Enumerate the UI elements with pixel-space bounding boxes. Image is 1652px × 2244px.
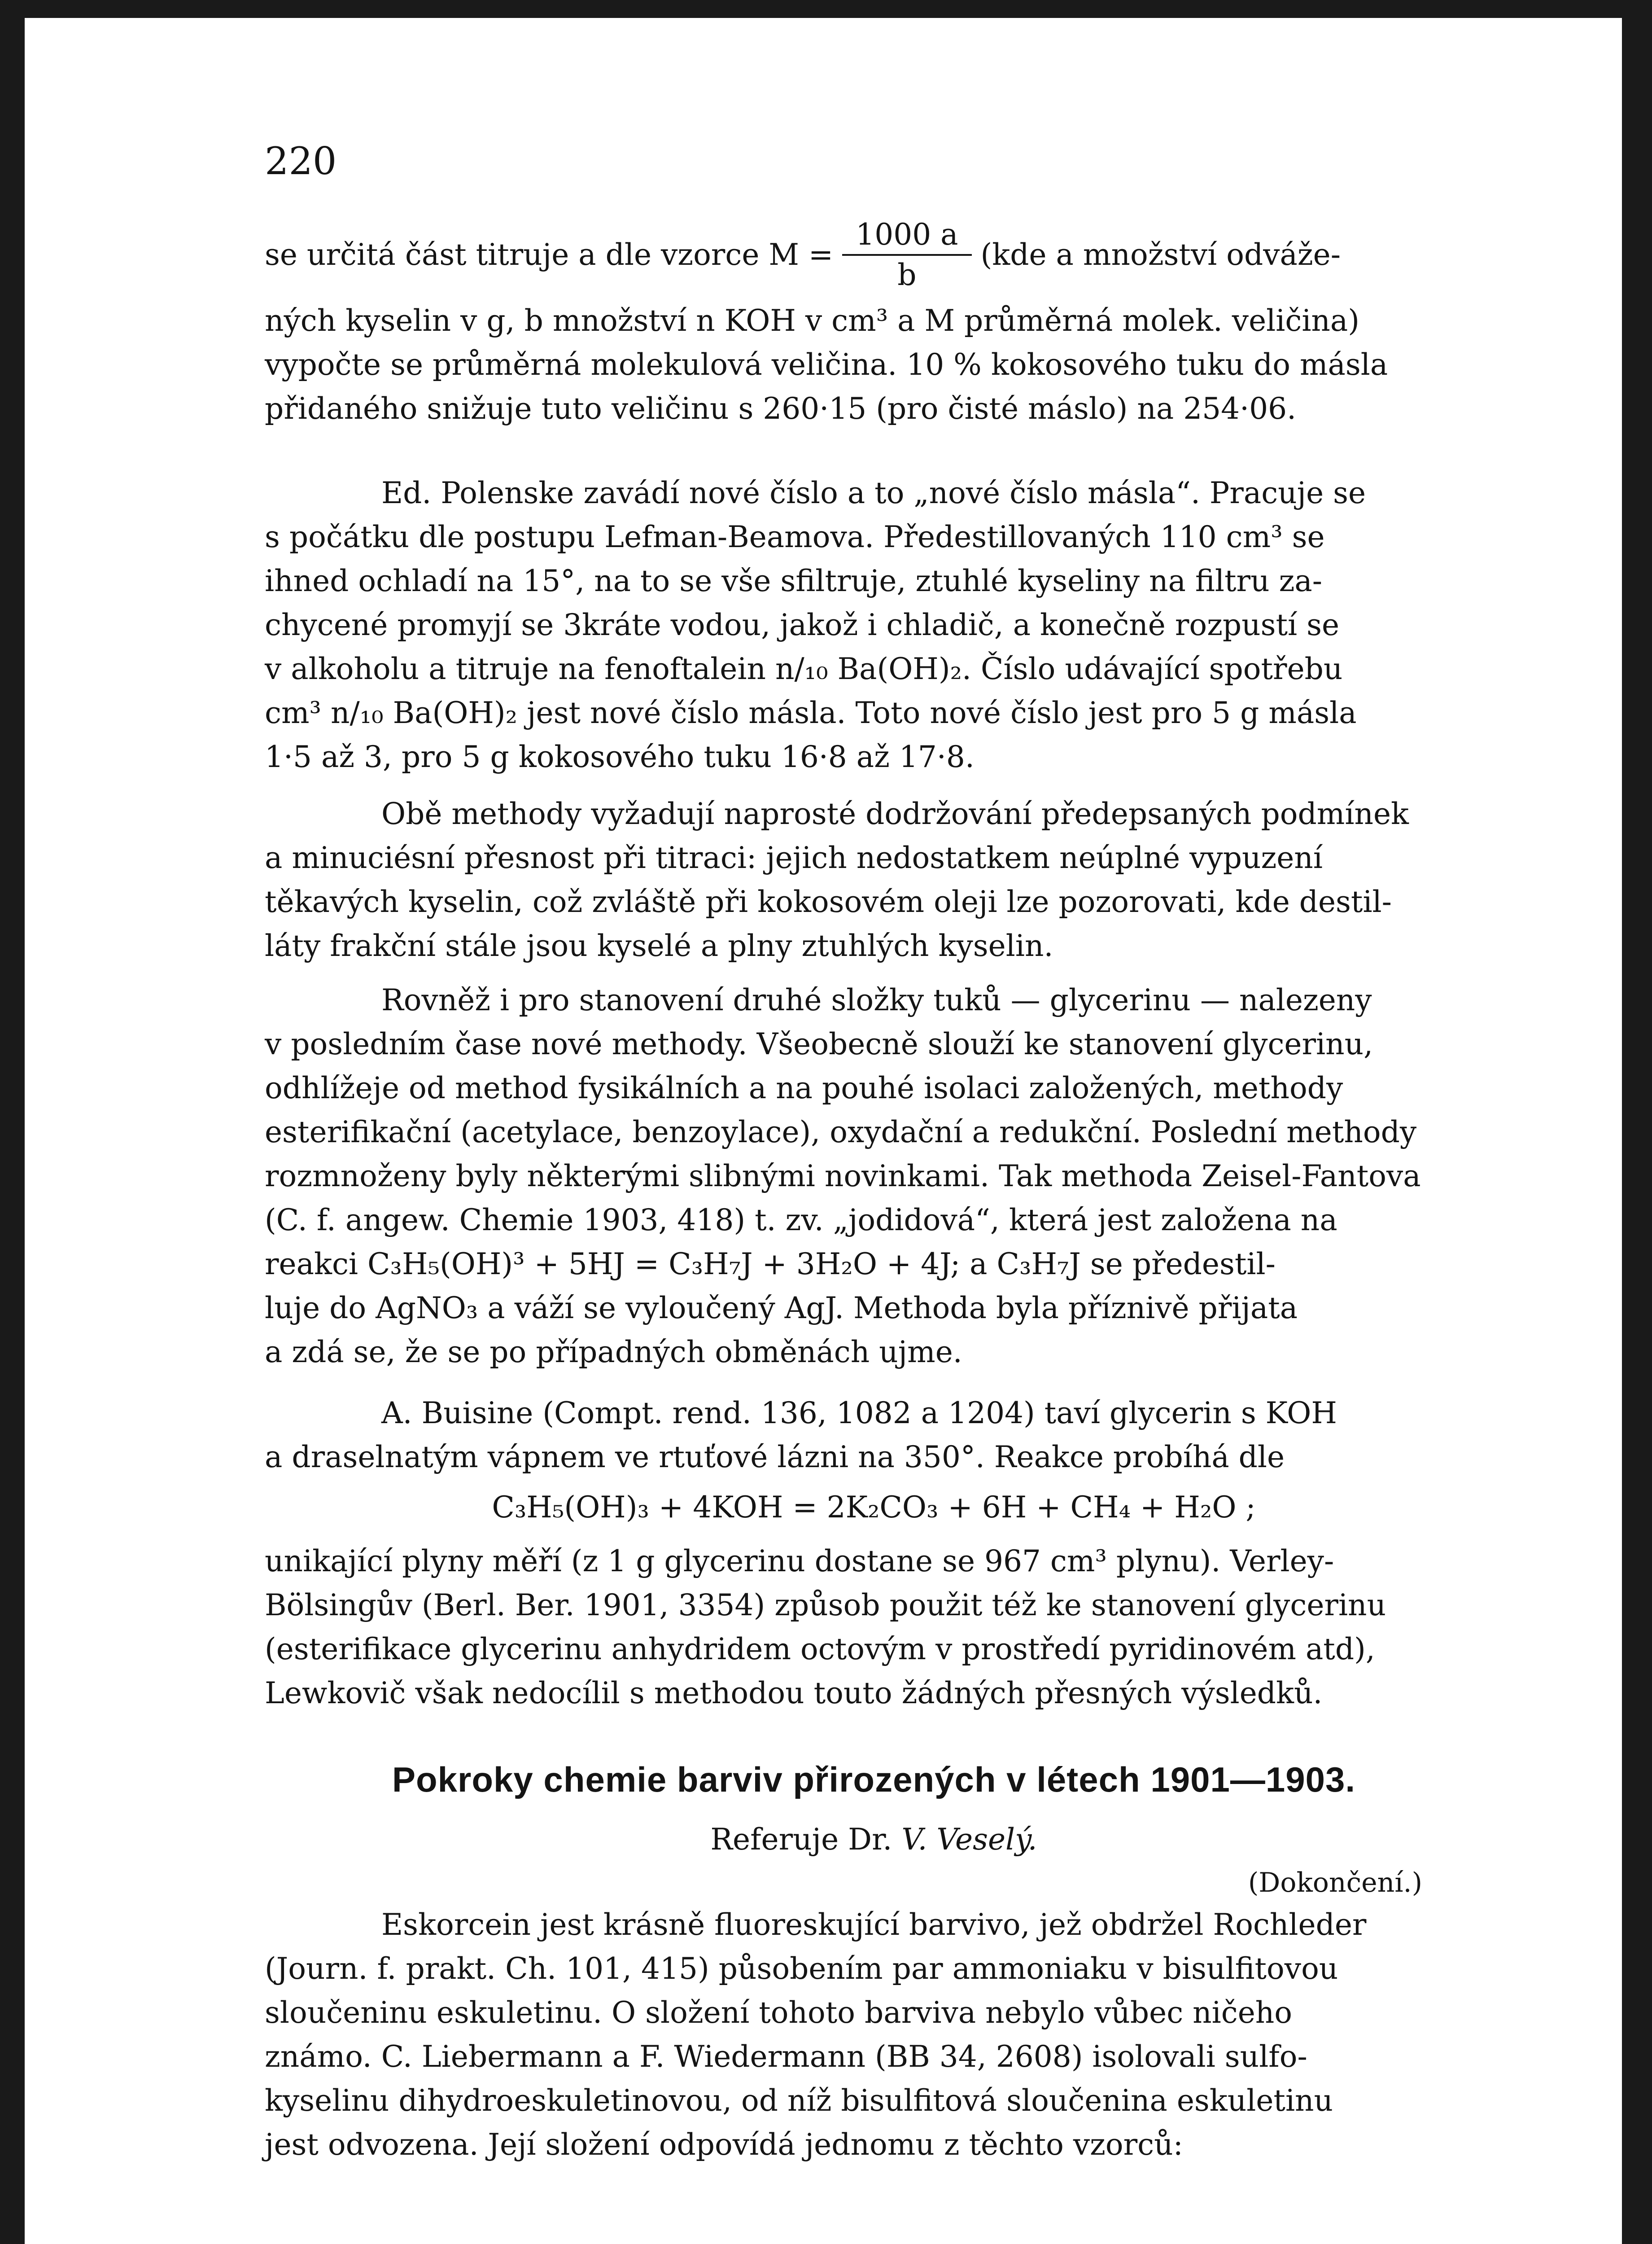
page-number: 220 xyxy=(265,139,337,183)
byline-prefix: Referuje Dr. xyxy=(710,1822,892,1857)
text-line: Bölsingův (Berl. Ber. 1901, 3354) způsob použit též ke stanovení glycerinu xyxy=(265,1588,1386,1622)
paragraph-gases xyxy=(265,1539,1483,1715)
text-line: těkavých kyselin, což zvláště při kokosovém oleji lze pozorovati, kde destil- xyxy=(265,885,1392,919)
formula-text-after: (kde a množství odváže- xyxy=(980,237,1341,272)
text-line: ných kyselin v g, b množství n KOH v cm³ a M průměrná molek. veličina) xyxy=(265,303,1360,338)
text-line: jest odvozena. Její složení odpovídá jednomu z těchto vzorců: xyxy=(265,2127,1183,2162)
text-line: 1·5 až 3, pro 5 g kokosového tuku 16·8 až 17·8. xyxy=(265,740,975,774)
paragraph-titration xyxy=(265,211,1483,431)
text-line: unikající plyny měří (z 1 g glycerinu dostane se 967 cm³ plynu). Verley- xyxy=(265,1544,1334,1578)
text-line: Eskorcein jest krásně fluoreskující barvivo, jež obdržel Rochleder xyxy=(381,1907,1367,1942)
text-line: odhlížeje od method fysikálních a na pouhé isolaci založených, methody xyxy=(265,1071,1343,1105)
text-line: cm³ n/₁₀ Ba(OH)₂ jest nové číslo másla. Toto nové číslo jest pro 5 g másla xyxy=(265,696,1357,730)
text-line: Obě methody vyžadují naprosté dodržování předepsaných podmínek xyxy=(381,797,1409,831)
text-line: vypočte se průměrná molekulová veličina. 10 % kokosového tuku do másla xyxy=(265,347,1388,382)
byline-author: V. Veselý. xyxy=(901,1822,1037,1857)
section-heading: Pokroky chemie barviv přirozených v létech 1901—1903. xyxy=(392,1760,1356,1799)
text-line: A. Buisine (Compt. rend. 136, 1082 a 1204) taví glycerin s KOH xyxy=(381,1396,1337,1430)
paragraph-glycerin xyxy=(265,978,1483,1374)
text-line: (esterifikace glycerinu anhydridem octovým v prostředí pyridinovém atd), xyxy=(265,1632,1375,1666)
text-line: (C. f. angew. Chemie 1903, 418) t. zv. „jodidová“, která jest založena na xyxy=(265,1203,1337,1237)
text-line: Ed. Polenske zavádí nové číslo a to „nové číslo másla“. Pracuje se xyxy=(381,476,1366,510)
paragraph-polenske xyxy=(265,471,1483,779)
paragraph-eskorcein xyxy=(265,1903,1483,2167)
text-line: esterifikační (acetylace, benzoylace), oxydační a redukční. Poslední methody xyxy=(265,1115,1417,1149)
text-line: a minuciésní přesnost při titraci: jejich nedostatkem neúplné vypuzení xyxy=(265,841,1323,875)
text-line: láty frakční stále jsou kyselé a plny ztuhlých kyselin. xyxy=(265,929,1053,963)
paragraph-buisine xyxy=(265,1391,1483,1479)
text-line: přidaného snižuje tuto veličinu s 260·15 (pro čisté máslo) na 254·06. xyxy=(265,391,1297,426)
formula-text-before: se určitá část titruje a dle vzorce M = xyxy=(265,237,834,272)
text-line: sloučeninu eskuletinu. O složení tohoto barviva nebylo vůbec ničeho xyxy=(265,1995,1293,2030)
fraction-denominator: b xyxy=(897,258,917,292)
text-line: ihned ochladí na 15°, na to se vše sfiltruje, ztuhlé kyseliny na filtru za- xyxy=(265,564,1323,598)
reaction-equation: C₃H₅(OH)₃ + 4KOH = 2K₂CO₃ + 6H + CH₄ + H₂O ; xyxy=(492,1490,1256,1525)
text-line: (Journ. f. prakt. Ch. 101, 415) působením par ammoniaku v bisulfitovou xyxy=(265,1951,1338,1986)
text-line: s počátku dle postupu Lefman-Beamova. Předestillovaných 110 cm³ se xyxy=(265,520,1325,554)
text-line: kyselinu dihydroeskuletinovou, od níž bisulfitová sloučenina eskuletinu xyxy=(265,2083,1333,2118)
document-page xyxy=(25,18,1622,2244)
text-line: rozmnoženy byly některými slibnými novinkami. Tak methoda Zeisel-Fantova xyxy=(265,1159,1421,1193)
text-line: reakci C₃H₅(OH)³ + 5HJ = C₃H₇J + 3H₂O + 4J; a C₃H₇J se předestil- xyxy=(265,1247,1276,1281)
text-line: Lewkovič však nedocílil s methodou touto žádných přesných výsledků. xyxy=(265,1676,1323,1710)
text-line: a draselnatým vápnem ve rtuťové lázni na 350°. Reakce probíhá dle xyxy=(265,1440,1285,1474)
formula-line xyxy=(265,211,1483,299)
paragraph-methods xyxy=(265,792,1483,968)
text-line: v posledním čase nové methody. Všeobecně slouží ke stanovení glycerinu, xyxy=(265,1027,1373,1061)
conclusion-note: (Dokončení.) xyxy=(1248,1867,1422,1898)
text-line: v alkoholu a titruje na fenoftalein n/₁₀ Ba(OH)₂. Číslo udávající spotřebu xyxy=(265,652,1343,686)
byline xyxy=(265,1822,1483,1857)
fraction-numerator: 1000 a xyxy=(842,215,971,256)
fraction xyxy=(842,215,971,294)
text-line: chycené promyjí se 3kráte vodou, jakož i chladič, a konečně rozpustí se xyxy=(265,608,1340,642)
text-line: a zdá se, že se po případných obměnách ujme. xyxy=(265,1335,962,1369)
text-line: známo. C. Liebermann a F. Wiedermann (BB 34, 2608) isolovali sulfo- xyxy=(265,2039,1307,2074)
text-line: luje do AgNO₃ a váží se vyloučený AgJ. Methoda byla příznivě přijata xyxy=(265,1291,1298,1325)
text-line: Rovněž i pro stanovení druhé složky tuků — glycerinu — nalezeny xyxy=(381,983,1372,1017)
